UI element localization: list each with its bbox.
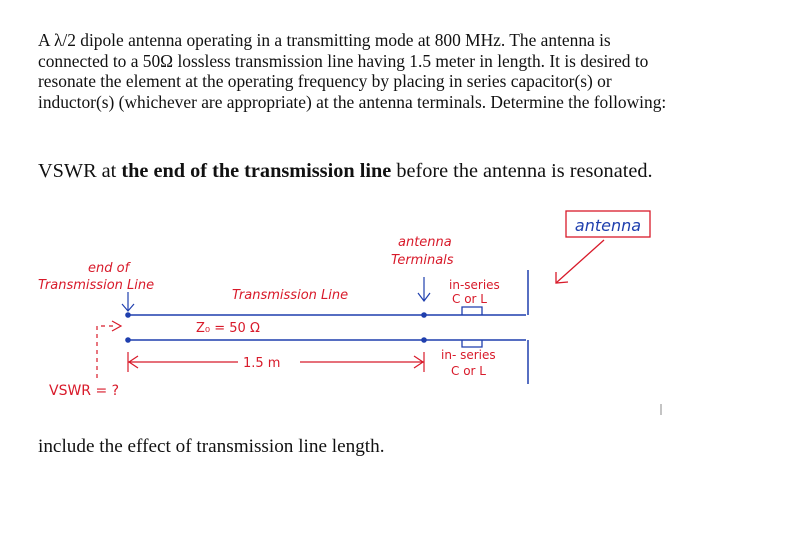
end-of-line-label-2: Transmission Line <box>38 278 155 293</box>
antenna-box-label: antenna <box>574 216 642 235</box>
terminal-dot-left-bottom <box>125 337 131 343</box>
terminal-dot-right-top <box>421 312 427 318</box>
vswr-pointer-head <box>112 321 121 331</box>
question-suffix: before the antenna is resonated. <box>391 160 653 182</box>
end-of-line-label-1: end of <box>88 261 130 276</box>
vswr-dashed-pointer <box>97 326 117 378</box>
in-series-top-label-2: C or L <box>452 292 487 306</box>
question-bold: the end of the transmission line <box>121 160 392 182</box>
terminal-dot-left-top <box>125 312 131 318</box>
in-series-top-label-1: in-series <box>449 278 500 292</box>
impedance-label: Z₀ = 50 Ω <box>196 321 260 336</box>
length-label: 1.5 m <box>243 356 281 371</box>
series-element-bottom <box>462 340 482 347</box>
series-element-top <box>462 307 482 315</box>
in-series-bottom-label-1: in- series <box>441 348 496 362</box>
question-prefix: VSWR at <box>38 160 122 182</box>
vswr-label: VSWR = ? <box>49 383 120 399</box>
antenna-terminals-label-2: Terminals <box>391 253 454 268</box>
footer-note: include the effect of transmission line length. <box>38 436 385 457</box>
antenna-terminals-label-1: antenna <box>398 235 452 250</box>
antenna-pointer-line <box>556 240 604 283</box>
terminal-dot-right-bottom <box>421 337 427 343</box>
problem-statement: A λ/2 dipole antenna operating in a transmitting mode at 800 MHz. The antenna is connected to a 50Ω lossless transmission line having 1.5 meter in length. It is desired to resonate the element at the operating frequency by placing in series capacitor(s) or inductor(s) (whichever are appropriate) at the antenna terminals. Determine the following: <box>38 30 667 112</box>
transmission-line-label: Transmission Line <box>232 288 349 303</box>
in-series-bottom-label-2: C or L <box>451 364 486 378</box>
